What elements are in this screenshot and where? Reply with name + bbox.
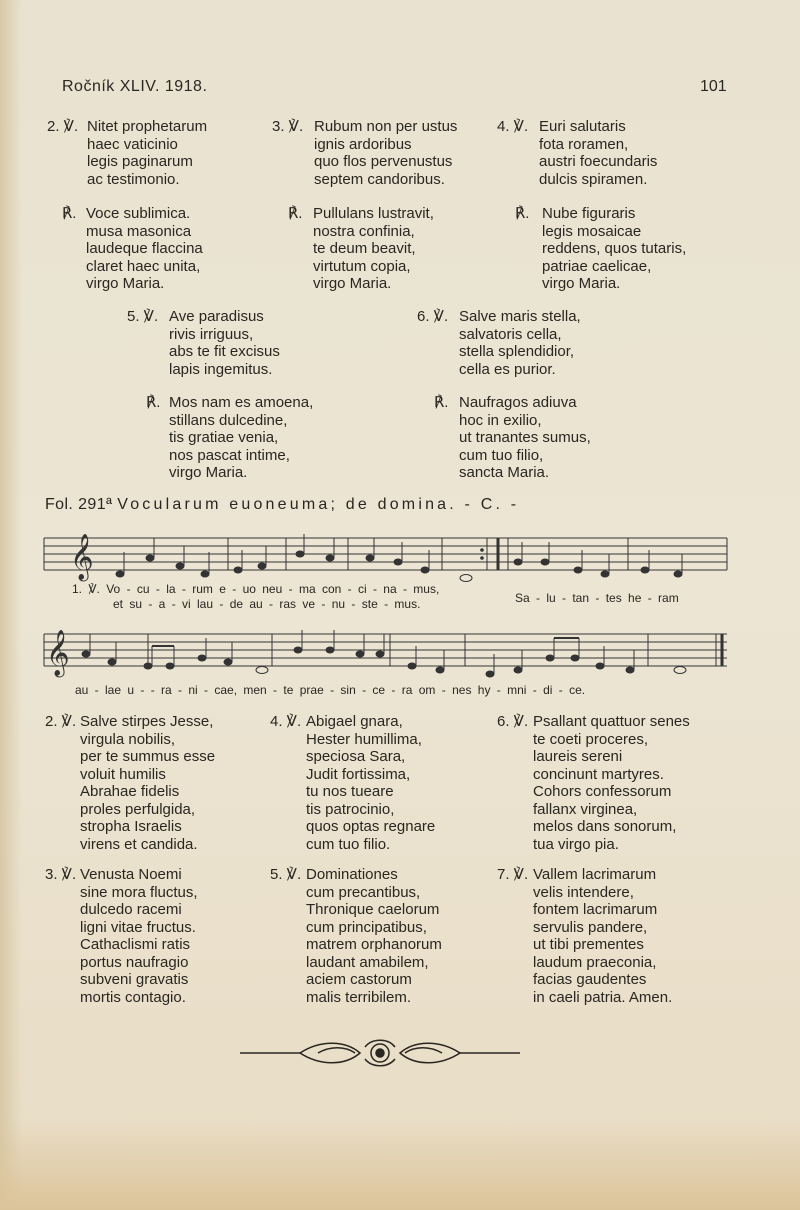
- verse-line: patriae caelicae,: [542, 257, 652, 275]
- verse-line: rivis irriguus,: [169, 325, 254, 343]
- response-mark: ℟.: [434, 394, 449, 411]
- verse-line: malis terribilem.: [306, 988, 412, 1006]
- staff-1: [44, 538, 727, 570]
- response-mark: ℟.: [146, 394, 161, 411]
- verse-line: proles perfulgida,: [80, 800, 196, 818]
- verse-line: virgo Maria.: [169, 464, 248, 481]
- verse-line: Cathaclismi ratis: [80, 936, 191, 953]
- verse-line: Pullulans lustravit,: [313, 205, 434, 222]
- verse-line: dulcedo racemi: [80, 901, 182, 918]
- verse-line: in caeli patria. Amen.: [533, 988, 673, 1006]
- verse-line: ignis ardoribus: [314, 135, 412, 153]
- verse-line: hoc in exilio,: [459, 411, 542, 429]
- verse-line: Nitet prophetarum: [87, 118, 208, 135]
- verse-line: lapis ingemitus.: [169, 360, 273, 378]
- verse-line: nostra confinia,: [313, 222, 415, 240]
- treble-clef-icon: 𝄞: [70, 534, 94, 580]
- verse-line: septem candoribus.: [314, 170, 445, 188]
- verse-line: laudant amabilem,: [306, 953, 429, 971]
- verse-line: servulis pandere,: [533, 918, 648, 936]
- verse-line: Nube figuraris: [542, 205, 636, 222]
- staff-2: [44, 634, 727, 666]
- verse-line: fallanx virginea,: [533, 800, 638, 818]
- folio-reference: Fol. 291ª: [45, 496, 113, 513]
- verse-line: fontem lacrimarum: [533, 901, 658, 918]
- melody-title: Vocularum euoneuma; de domina. - C. -: [117, 496, 520, 513]
- stanza-number: 7. ℣.: [497, 866, 529, 883]
- verse-line: musa masonica: [86, 222, 192, 240]
- verse-line: cum precantibus,: [306, 883, 421, 901]
- verse-line: laudeque flaccina: [86, 240, 203, 257]
- ornament-divider: [240, 1040, 520, 1066]
- verse-line: Voce sublimica.: [86, 205, 191, 222]
- verse-line: ac testimonio.: [87, 170, 180, 188]
- verse-line: Rubum non per ustus: [314, 118, 458, 135]
- verse-line: stropha Israelis: [80, 818, 182, 835]
- verse-line: Hester humillima,: [306, 730, 422, 748]
- verse-line: Salve stirpes Jesse,: [80, 713, 214, 730]
- verse-line: cum tuo filio.: [306, 835, 391, 853]
- verse-line: laudum praeconia,: [533, 953, 657, 971]
- stanza-number: 4. ℣.: [497, 118, 529, 135]
- verse-line: legis mosaicae: [542, 222, 642, 240]
- verse-line: claret haec unita,: [86, 257, 201, 275]
- verse-line: Psallant quattuor senes: [533, 713, 690, 730]
- verse-line: virtutum copia,: [313, 257, 411, 275]
- response-mark: ℟.: [515, 205, 530, 222]
- verse-line: speciosa Sara,: [306, 748, 406, 765]
- verse-line: tis gratiae venia,: [169, 429, 279, 446]
- verse-line: te coeti proceres,: [533, 730, 649, 748]
- verse-line: cum principatibus,: [306, 918, 427, 936]
- verse-line: aciem castorum: [306, 971, 412, 988]
- stanza-number: 2. ℣.: [47, 118, 79, 135]
- verse-line: salvatoris cella,: [459, 325, 562, 343]
- verse-line: sancta Maria.: [459, 464, 550, 481]
- verse-line: Venusta Noemi: [80, 866, 182, 883]
- verse-line: reddens, quos tutaris,: [542, 240, 687, 257]
- verse-line: abs te fit excisus: [169, 343, 280, 360]
- verse-line: virgo Maria.: [313, 275, 392, 292]
- stanza-number: 3. ℣.: [45, 866, 77, 883]
- stanza-number: 2. ℣.: [45, 713, 77, 730]
- verse-line: Salve maris stella,: [459, 308, 581, 325]
- lyric-line: 1. ℣. Vo - cu - la - rum e - uo neu - ma con - ci - na - mus,: [72, 582, 440, 596]
- verse-line: Ave paradisus: [169, 308, 264, 325]
- verse-line: cella es purior.: [459, 360, 556, 378]
- verse-line: portus naufragio: [80, 953, 189, 971]
- stanza-number: 6. ℣.: [497, 713, 529, 730]
- verse-line: ut tibi prementes: [533, 936, 644, 953]
- verse-line: te deum beavit,: [313, 240, 416, 257]
- verse-line: per te summus esse: [80, 748, 216, 765]
- response-mark: ℟.: [62, 205, 77, 222]
- verse-line: concinunt martyres.: [533, 765, 664, 783]
- verse-line: fota roramen,: [539, 135, 629, 153]
- staff-1-notes: [116, 551, 683, 582]
- verse-line: nos pascat intime,: [169, 446, 290, 464]
- response-mark: ℟.: [288, 205, 303, 222]
- verse-line: quo flos pervenustus: [314, 153, 453, 170]
- verse-line: austri foecundaris: [539, 153, 658, 170]
- verse-line: Abrahae fidelis: [80, 783, 180, 800]
- verse-line: virens et candida.: [80, 835, 198, 853]
- verse-line: Abigael gnara,: [306, 713, 403, 730]
- verse-line: virgo Maria.: [542, 275, 621, 292]
- verse-line: haec vaticinio: [87, 135, 178, 153]
- verse-line: tua virgo pia.: [533, 835, 619, 853]
- verse-line: cum tuo filio,: [459, 446, 544, 464]
- verse-line: legis paginarum: [87, 153, 193, 170]
- verse-line: tu nos tueare: [306, 783, 394, 800]
- verse-line: Thronique caelorum: [306, 901, 440, 918]
- verse-line: Vallem lacrimarum: [533, 866, 657, 883]
- verse-line: mortis contagio.: [80, 988, 186, 1006]
- verse-line: Euri salutaris: [539, 118, 626, 135]
- stanza-number: 4. ℣.: [270, 713, 302, 730]
- verse-line: ligni vitae fructus.: [80, 918, 196, 936]
- verse-line: melos dans sonorum,: [533, 818, 677, 835]
- verse-line: sine mora fluctus,: [80, 883, 198, 901]
- page-number: 101: [700, 78, 727, 95]
- lyric-line: Sa - lu - tan - tes he - ram: [515, 591, 679, 605]
- verse-line: matrem orphanorum: [306, 936, 442, 953]
- verse-line: subveni gravatis: [80, 971, 189, 988]
- verse-line: velis intendere,: [533, 883, 634, 901]
- verse-line: tis patrocinio,: [306, 800, 395, 818]
- verse-line: voluit humilis: [80, 765, 166, 783]
- verse-line: Mos nam es amoena,: [169, 394, 314, 411]
- lyric-line: au - lae u - - ra - ni - cae, men - te prae - sin - ce - ra om - nes hy - mni - di - ce.: [75, 683, 586, 697]
- verse-line: Dominationes: [306, 866, 398, 883]
- verse-line: Judit fortissima,: [306, 765, 411, 783]
- verse-line: laureis sereni: [533, 748, 623, 765]
- verse-line: quos optas regnare: [306, 818, 436, 835]
- running-header: Ročník XLIV. 1918.: [62, 78, 208, 95]
- stanza-number: 6. ℣.: [417, 308, 449, 325]
- stanza-number: 5. ℣.: [127, 308, 159, 325]
- verse-line: stella splendidior,: [459, 343, 575, 360]
- stanza-number: 3. ℣.: [272, 118, 304, 135]
- verse-line: Cohors confessorum: [533, 783, 672, 800]
- stanza-number: 5. ℣.: [270, 866, 302, 883]
- treble-clef-icon: 𝄞: [46, 630, 70, 676]
- verse-line: virgo Maria.: [86, 275, 165, 292]
- verse-line: Naufragos adiuva: [459, 394, 577, 411]
- verse-line: stillans dulcedine,: [169, 411, 288, 429]
- verse-line: ut tranantes sumus,: [459, 429, 591, 446]
- lyric-line: et su - a - vi lau - de au - ras ve - nu - ste - mus.: [113, 597, 421, 611]
- verse-line: virgula nobilis,: [80, 730, 176, 748]
- verse-line: facias gaudentes: [533, 971, 647, 988]
- verse-line: dulcis spiramen.: [539, 170, 648, 188]
